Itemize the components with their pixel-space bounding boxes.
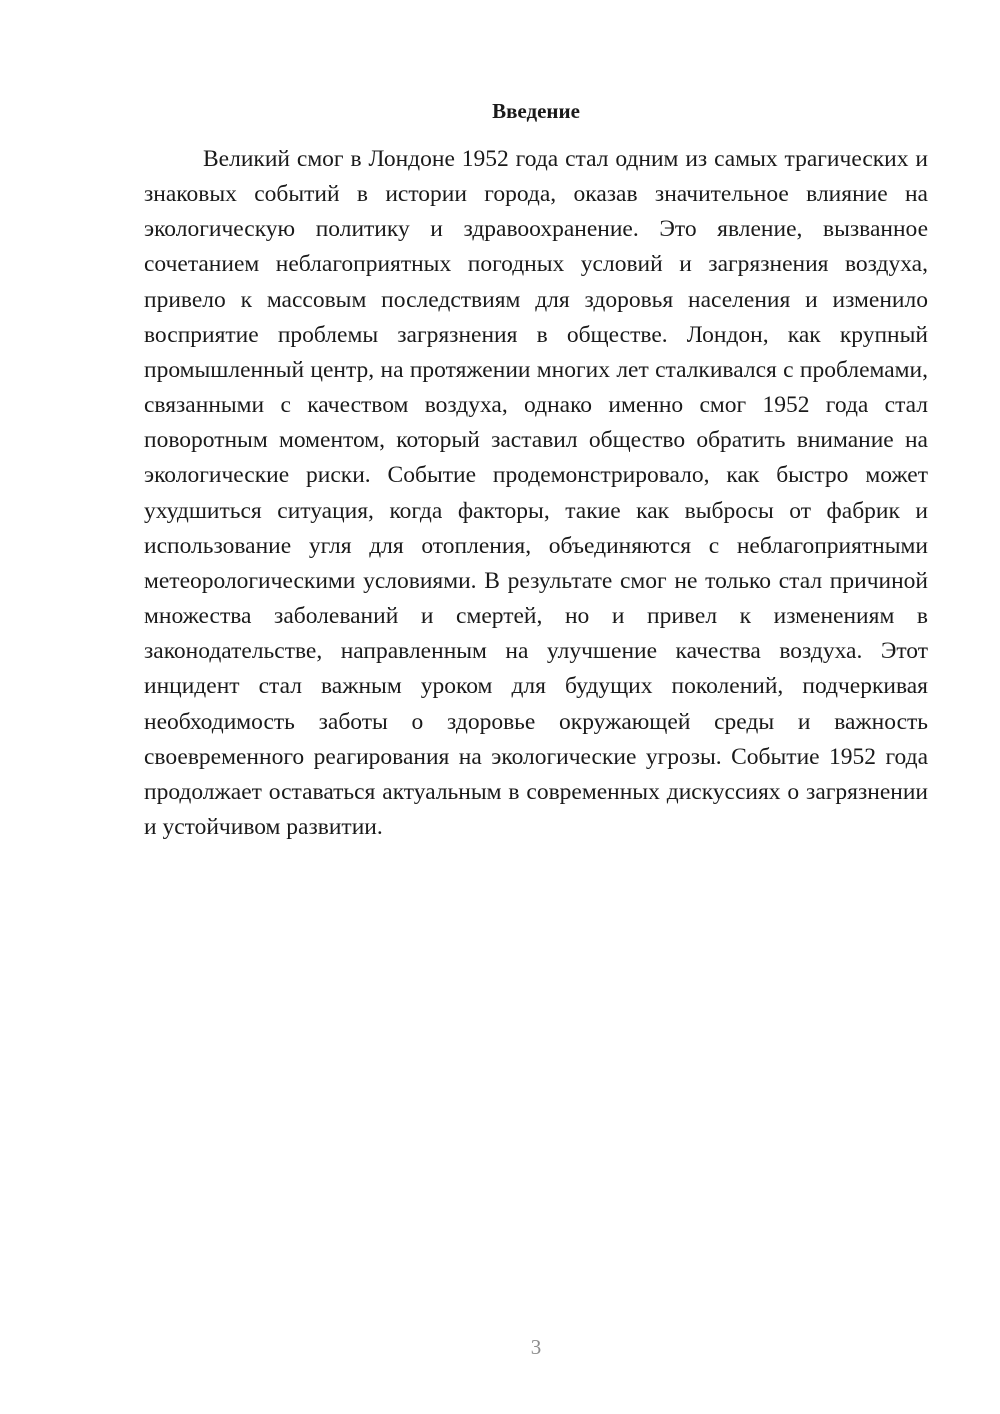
body-paragraph: Великий смог в Лондоне 1952 года стал одним из самых трагических и знаковых событий в истории города, оказав значительное влияние на экологическую политику и здравоохранение. Это явление, вызванное сочетанием неблагоприятных погодных условий и загрязнения воздуха, привело к массовым последствиям для здоровья населения и изменило восприятие проблемы загрязнения в обществе. Лондон, как крупный промышленный центр, на протяжении многих лет сталкивался с проблемами, связанными с качеством воздуха, однако именно смог 1952 года стал поворотным моментом, который заставил общество обратить внимание на экологические риски. Событие продемонстрировало, как быстро может ухудшиться ситуация, когда факторы, такие как выбросы от фабрик и использование угля для отопления, объединяются с неблагоприятными метеорологическими условиями. В результате смог не только стал причиной множества заболеваний и смертей, но и привел к изменениям в законодательстве, направленным на улучшение качества воздуха. Этот инцидент стал важным уроком для будущих поколений, подчеркивая необходимость заботы о здоровье окружающей среды и важность своевременного реагирования на экологические угрозы. Событие 1952 года продолжает оставаться актуальным в современных дискуссиях о загрязнении и устойчивом развитии. (144, 146, 928, 840)
page-number: 3 (530, 1335, 542, 1359)
section-heading: Введение (492, 99, 580, 123)
